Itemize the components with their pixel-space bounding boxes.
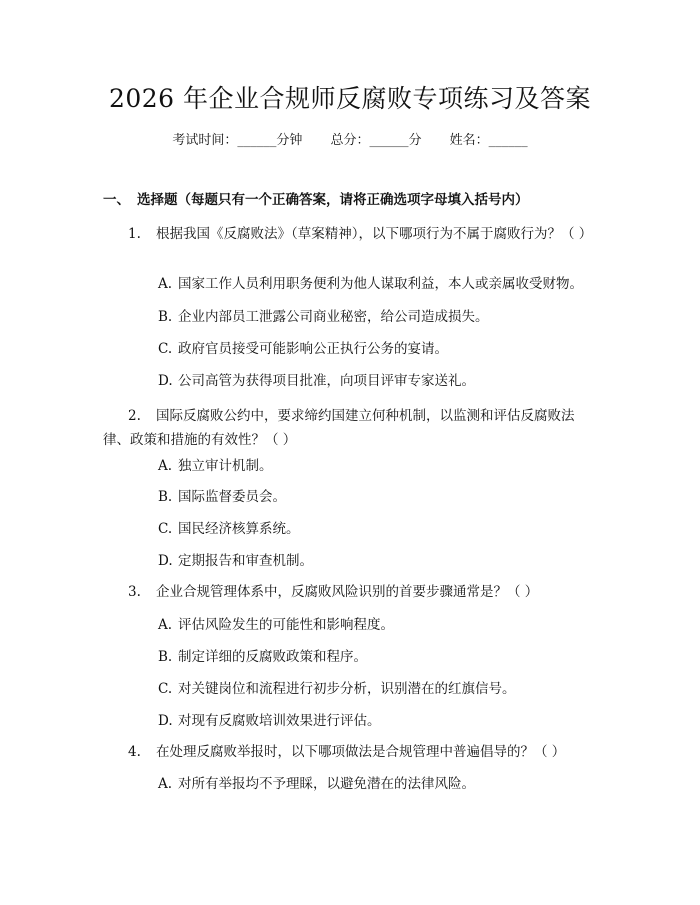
exam-info-line bbox=[0, 131, 700, 151]
question-4-option-a bbox=[158, 774, 598, 794]
question-text: 在处理反腐败举报时，以下哪项做法是合规管理中普遍倡导的？（ ） bbox=[156, 744, 566, 760]
option-text: 定期报告和审查机制。 bbox=[178, 553, 313, 569]
option-letter: C. bbox=[158, 681, 173, 697]
exam-time-blank: ______ bbox=[237, 133, 277, 148]
question-2-option-a bbox=[158, 456, 598, 476]
name-blank: ______ bbox=[488, 133, 528, 148]
question-3-option-c bbox=[158, 679, 598, 699]
question-number: 3. bbox=[128, 584, 141, 600]
option-letter: D. bbox=[158, 713, 173, 729]
name-label: 姓名： bbox=[449, 133, 489, 148]
question-3-option-b bbox=[158, 647, 598, 667]
exam-time-field bbox=[172, 131, 302, 151]
section-heading bbox=[103, 190, 529, 210]
question-1-option-a bbox=[158, 274, 598, 294]
option-letter: B. bbox=[158, 649, 173, 665]
option-letter: A. bbox=[158, 458, 173, 474]
question-1-option-d bbox=[158, 371, 598, 391]
question-3-option-d bbox=[158, 711, 598, 731]
option-text: 对关键岗位和流程进行初步分析，识别潜在的红旗信号。 bbox=[178, 681, 516, 697]
section-instructions: 选择题（每题只有一个正确答案，请将正确选项字母填入括号内） bbox=[137, 192, 529, 208]
section-number: 一、 bbox=[103, 192, 130, 208]
exam-time-label: 考试时间： bbox=[172, 133, 238, 148]
question-1 bbox=[103, 222, 593, 246]
option-text: 独立审计机制。 bbox=[178, 458, 273, 474]
option-letter: D. bbox=[158, 373, 173, 389]
question-3-option-a bbox=[158, 615, 598, 635]
total-score-label: 总分： bbox=[330, 133, 370, 148]
question-2-option-b bbox=[158, 487, 598, 507]
question-2-option-d bbox=[158, 551, 598, 571]
option-text: 对现有反腐败培训效果进行评估。 bbox=[178, 713, 381, 729]
question-text: 国际反腐败公约中，要求缔约国建立何种机制，以监测和评估反腐败法律、政策和措施的有效性？（ ） bbox=[103, 408, 575, 448]
option-letter: B. bbox=[158, 489, 173, 505]
option-text: 公司高管为获得项目批准，向项目评审专家送礼。 bbox=[178, 373, 475, 389]
option-text: 国家工作人员利用职务便利为他人谋取利益，本人或亲属收受财物。 bbox=[178, 276, 583, 292]
question-1-option-b bbox=[158, 307, 598, 327]
option-letter: A. bbox=[158, 776, 173, 792]
option-text: 国际监督委员会。 bbox=[178, 489, 286, 505]
question-number: 1. bbox=[128, 226, 141, 242]
total-score-field bbox=[330, 131, 421, 151]
question-1-option-c bbox=[158, 339, 598, 359]
question-number: 2. bbox=[128, 408, 141, 424]
option-text: 制定详细的反腐败政策和程序。 bbox=[178, 649, 367, 665]
option-letter: A. bbox=[158, 617, 173, 633]
option-text: 企业内部员工泄露公司商业秘密，给公司造成损失。 bbox=[178, 309, 489, 325]
question-3 bbox=[103, 580, 593, 604]
option-letter: C. bbox=[158, 341, 173, 357]
question-text: 根据我国《反腐败法》（草案精神），以下哪项行为不属于腐败行为？（ ） bbox=[156, 226, 593, 242]
option-text: 政府官员接受可能影响公正执行公务的宴请。 bbox=[178, 341, 448, 357]
option-letter: B. bbox=[158, 309, 173, 325]
name-field bbox=[450, 131, 528, 151]
question-2 bbox=[103, 404, 593, 452]
question-2-option-c bbox=[158, 519, 598, 539]
option-letter: C. bbox=[158, 521, 173, 537]
option-text: 国民经济核算系统。 bbox=[178, 521, 300, 537]
option-letter: D. bbox=[158, 553, 173, 569]
question-number: 4. bbox=[128, 744, 141, 760]
total-score-blank: ______ bbox=[369, 133, 409, 148]
option-text: 对所有举报均不予理睬，以避免潜在的法律风险。 bbox=[178, 776, 475, 792]
option-letter: A. bbox=[158, 276, 173, 292]
page-title: 2026 年企业合规师反腐败专项练习及答案 bbox=[108, 84, 592, 113]
question-text: 企业合规管理体系中，反腐败风险识别的首要步骤通常是？（ ） bbox=[156, 584, 539, 600]
option-text: 评估风险发生的可能性和影响程度。 bbox=[178, 617, 394, 633]
total-score-unit: 分 bbox=[408, 133, 422, 148]
exam-time-unit: 分钟 bbox=[276, 133, 303, 148]
question-4 bbox=[103, 740, 593, 764]
